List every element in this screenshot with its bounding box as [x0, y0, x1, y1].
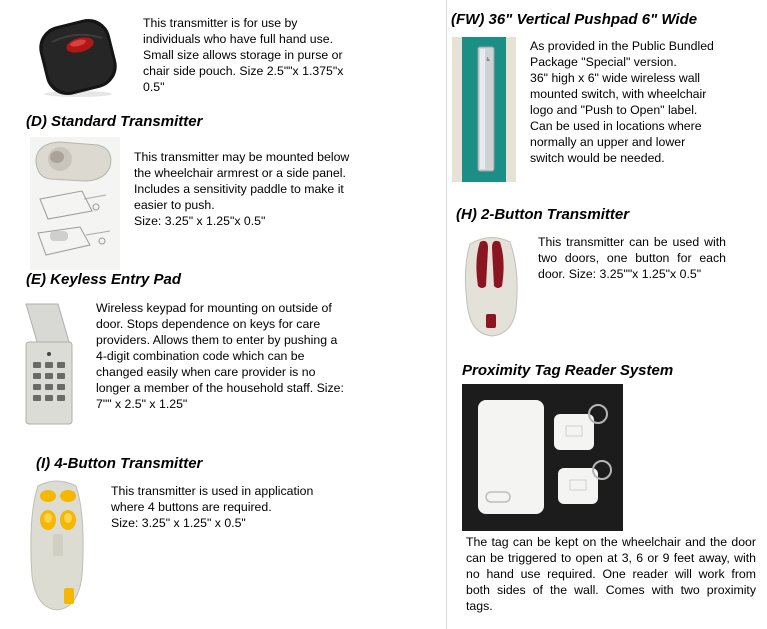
four-button-transmitter-description: This transmitter is used in application where 4 buttons are required. Size: 3.25" x 1.25" x 0.5" [111, 484, 314, 530]
mini-transmitter-image [36, 12, 120, 98]
proximity-tag-title: Proximity Tag Reader System [462, 362, 674, 379]
four-button-transmitter-title: (I) 4-Button Transmitter [36, 455, 203, 472]
four-button-transmitter-image [20, 476, 94, 614]
keyless-entry-image [20, 302, 88, 428]
standard-transmitter-image [30, 137, 120, 270]
mini-transmitter-description: This transmitter is for use by individuals who have full hand use. Small size allows storage in purse or chair side pouch. Size 2.5""x 1.375"x 0.5" [143, 16, 344, 94]
proximity-tag-description: The tag can be kept on the wheelchair and the door can be triggered to open at 3, 6 or 9 feet away, with no hand use required. One reader will work from both sides of the wall. Comes with two proximity tags. [466, 535, 756, 613]
standard-transmitter-description: This transmitter may be mounted below the wheelchair armrest or a side panel. Includes a sensitivity paddle to make it easier to push. Size: 3.25" x 1.25"x 0.5" [134, 150, 350, 228]
two-button-transmitter-title: (H) 2-Button Transmitter [456, 206, 630, 223]
standard-transmitter-title: (D) Standard Transmitter [26, 113, 203, 130]
pushpad-description: As provided in the Public Bundled Package "Special" version. 36" high x 6" wide wireless wall mounted switch, with wheelchair logo and "Push to Open" label. Can be used in locations where normally an upper and lower switch would be needed. [530, 39, 714, 165]
proximity-tag-image [462, 384, 623, 531]
pushpad-title: (FW) 36" Vertical Pushpad 6" Wide [451, 11, 698, 28]
svg-text:♿: ♿ [486, 57, 491, 63]
pushpad-image [452, 37, 516, 182]
two-button-transmitter-image [456, 230, 526, 340]
keyless-entry-title: (E) Keyless Entry Pad [26, 271, 182, 288]
column-divider [446, 0, 447, 629]
keyless-entry-description: Wireless keypad for mounting on outside of door. Stops dependence on keys for care providers. Allows them to enter by pushing a 4-digit combination code which can be changed easily when care provider is no longer a member of the household staff. Size: 7"" x 2.5" x 1.25" [96, 301, 344, 411]
two-button-transmitter-description: This transmitter can be used with two doors, one button for each door. Size: 3.25""x 1.25"x 0.5" [538, 235, 726, 281]
